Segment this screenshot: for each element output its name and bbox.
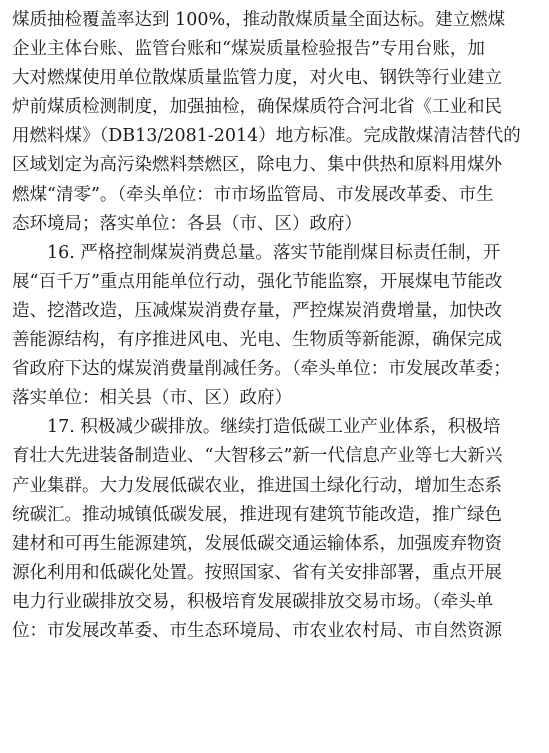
text-line: 源化利用和低碳化处置。按照国家、省有关安排部署，重点开展 <box>12 562 502 583</box>
text-line: 省政府下达的煤炭消费量削减任务。（牵头单位：市发展改革委； <box>12 359 511 380</box>
text-line: 煤质抽检覆盖率达到 100%，推动散煤质量全面达标。建立燃煤 <box>12 10 506 30</box>
text-line: 大对燃煤使用单位散煤质量监管力度，对火电、钢铁等行业建立 <box>12 68 502 89</box>
paragraph-item-17 <box>12 413 540 646</box>
text-line: 炉前煤质检测制度，加强抽检，确保煤质符合河北省《工业和民 <box>12 97 502 118</box>
paragraph-continuation <box>12 6 540 239</box>
text-line: 企业主体台账、监管台账和“煤炭质量检验报告”专用台账，加 <box>12 39 485 60</box>
text-line: 统碳汇。推动城镇低碳发展，推进现有建筑节能改造，推广绿色 <box>12 504 502 525</box>
text-line: 展“百千万”重点用能单位行动，强化节能监察，开展煤电节能改 <box>12 271 503 292</box>
text-line: 用燃料煤》（DB13/2081-2014）地方标准。完成散煤清洁替代的 <box>12 126 521 147</box>
text-line: 区域划定为高污染燃料禁燃区，除电力、集中供热和原料用煤外 <box>12 155 502 176</box>
paragraph-item-16 <box>12 239 540 414</box>
text-line: 位：市发展改革委、市生态环境局、市农业农村局、市自然资源 <box>12 620 502 641</box>
text-line: 落实单位：相关县（市、区）政府） <box>12 388 292 409</box>
text-line: 育壮大先进装备制造业、“大智移云”新一代信息产业等七大新兴 <box>12 446 503 467</box>
text-line: 产业集群。大力发展低碳农业，推进国土绿化行动，增加生态系 <box>12 475 502 496</box>
text-line: 16. 严格控制煤炭消费总量。落实节能削煤目标责任制，开 <box>47 242 501 263</box>
text-line: 建材和可再生能源建筑，发展低碳交通运输体系，加强废弃物资 <box>12 533 502 554</box>
text-line: 造、挖潜改造，压减煤炭消费存量，严控煤炭消费增量，加快改 <box>12 300 502 321</box>
text-line: 态环境局；落实单位：各县（市、区）政府） <box>12 213 362 234</box>
text-line: 善能源结构，有序推进风电、光电、生物质等新能源，确保完成 <box>12 330 502 351</box>
document-page <box>12 6 540 646</box>
text-line: 燃煤“清零”。（牵头单位：市市场监管局、市发展改革委、市生 <box>12 184 494 205</box>
text-line: 17. 积极减少碳排放。继续打造低碳工业产业体系，积极培 <box>47 417 501 438</box>
text-line: 电力行业碳排放交易，积极培育发展碳排放交易市场。（牵头单 <box>12 591 494 612</box>
